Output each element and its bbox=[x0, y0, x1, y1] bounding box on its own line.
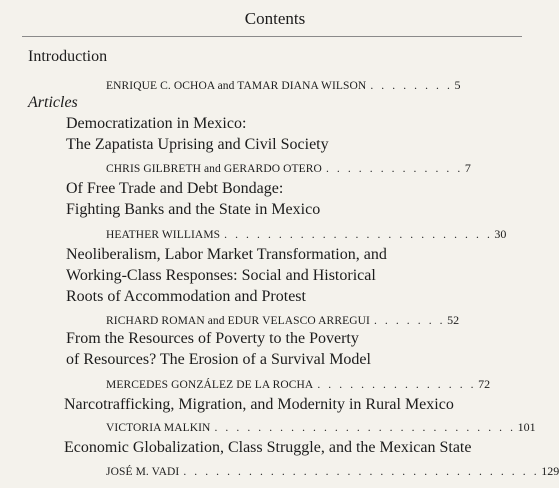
leader-dots: . . . . . . . . . . . . . bbox=[325, 163, 463, 175]
article-author-row bbox=[106, 227, 506, 242]
article-title: From the Resources of Poverty to the Poverty of Resources? The Erosion of a Survival Model bbox=[66, 330, 371, 368]
article-title: Narcotrafficking, Migration, and Modernity in Rural Mexico bbox=[64, 396, 454, 413]
leader-dots: . . . . . . . . bbox=[370, 80, 453, 92]
introduction-author-row bbox=[106, 78, 460, 93]
article-title: Economic Globalization, Class Struggle, and the Mexican State bbox=[64, 439, 472, 456]
author-name: MERCEDES GONZÁLEZ DE LA ROCHA bbox=[106, 379, 314, 391]
leader-dots: . . . . . . . bbox=[373, 315, 446, 327]
page-number: 7 bbox=[464, 161, 471, 175]
leader-dots: . . . . . . . . . . . . . . . . . . . . . . . . . . . . bbox=[214, 422, 516, 434]
article-author-row bbox=[106, 464, 559, 479]
article-author-row bbox=[106, 420, 536, 435]
author-name: CHRIS GILBRETH and GERARDO OTERO bbox=[106, 163, 322, 175]
author-name: VICTORIA MALKIN bbox=[106, 422, 211, 434]
article-author-row bbox=[106, 313, 459, 328]
page-number: 101 bbox=[517, 420, 536, 434]
leader-dots: . . . . . . . . . . . . . . . bbox=[317, 379, 477, 391]
articles-label: Articles bbox=[28, 94, 78, 111]
leader-dots: . . . . . . . . . . . . . . . . . . . . . . . . . bbox=[224, 229, 493, 241]
heading-rule bbox=[22, 36, 522, 37]
author-name: ENRIQUE C. OCHOA and TAMAR DIANA WILSON bbox=[106, 80, 367, 92]
article-author-row bbox=[106, 161, 471, 176]
introduction-label: Introduction bbox=[28, 48, 108, 65]
page-number: 129 bbox=[541, 464, 559, 478]
author-name: HEATHER WILLIAMS bbox=[106, 229, 221, 241]
article-title: Of Free Trade and Debt Bondage: Fighting Banks and the State in Mexico bbox=[66, 180, 321, 218]
page-number: 52 bbox=[447, 313, 460, 327]
article-author-row bbox=[106, 377, 490, 392]
leader-dots: . . . . . . . . . . . . . . . . . . . . . . . . . . . . . . . . . bbox=[183, 466, 540, 478]
page-number: 5 bbox=[454, 78, 461, 92]
article-title: Democratization in Mexico: The Zapatista Uprising and Civil Society bbox=[66, 115, 329, 153]
page-number: 72 bbox=[478, 377, 491, 391]
page-heading: Contents bbox=[244, 9, 306, 28]
page-number: 30 bbox=[494, 227, 507, 241]
article-title: Neoliberalism, Labor Market Transformation, and Working-Class Responses: Social and Historical Roots of Accommodation and Protest bbox=[66, 246, 387, 305]
author-name: JOSÉ M. VADI bbox=[106, 466, 180, 478]
author-name: RICHARD ROMAN and EDUR VELASCO ARREGUI bbox=[106, 315, 370, 327]
